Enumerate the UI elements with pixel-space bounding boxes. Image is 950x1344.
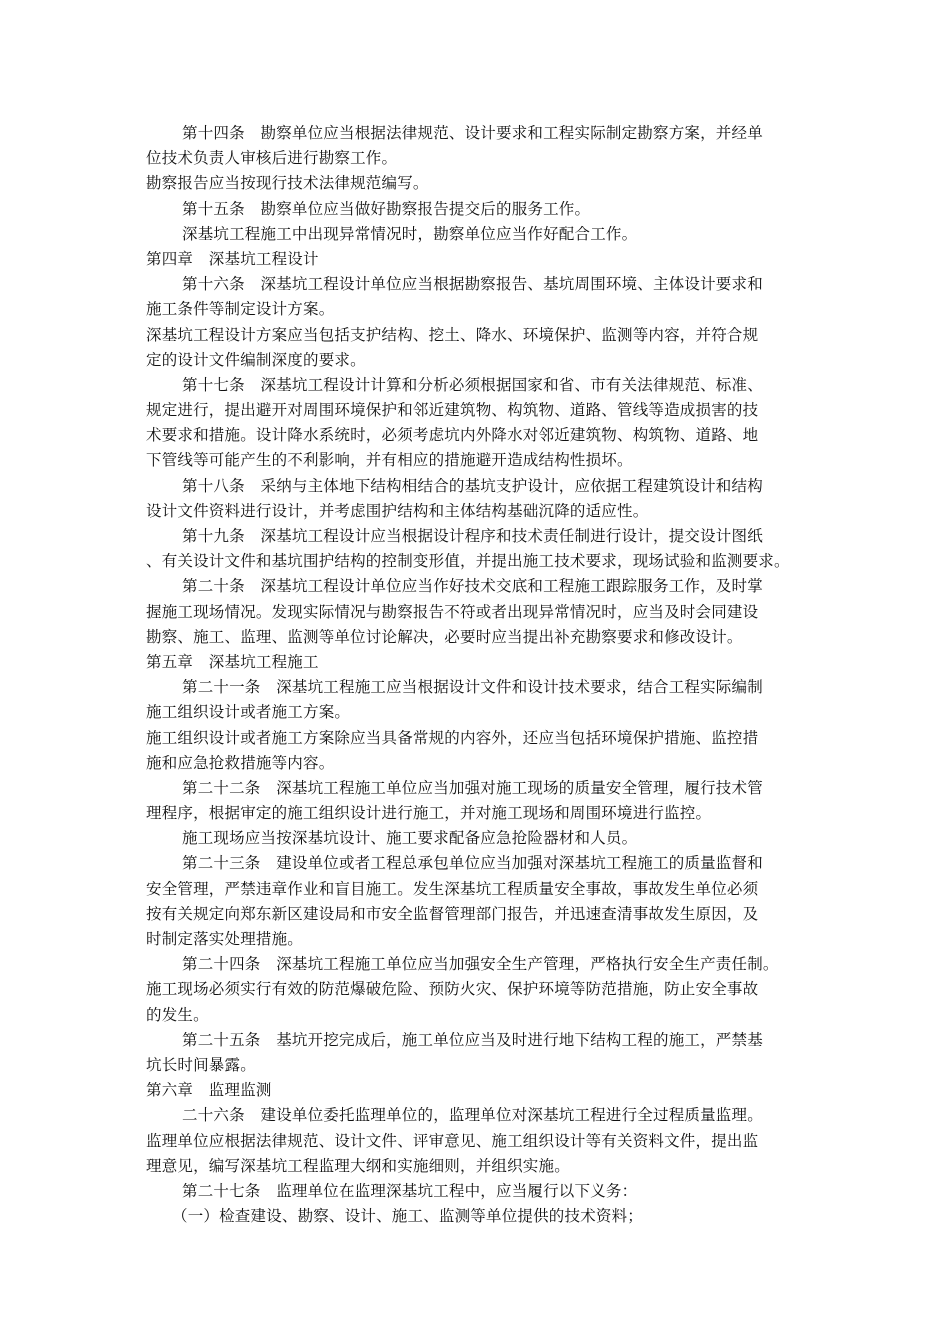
text-line: 理意见，编写深基坑工程监理大纲和实施细则，并组织实施。 — [146, 1156, 570, 1175]
text-line: （一）检查建设、勘察、设计、施工、监测等单位提供的技术资料； — [172, 1207, 644, 1226]
text-line: 理程序，根据审定的施工组织设计进行施工，并对施工现场和周围环境进行监控。 — [146, 804, 712, 823]
text-line: 下管线等可能产生的不利影响，并有相应的措施避开造成结构性损坏。 — [146, 451, 633, 470]
text-line: 第十六条 深基坑工程设计单位应当根据勘察报告、基坑周围环境、主体设计要求和 — [182, 275, 763, 294]
text-line: 坑长时间暴露。 — [146, 1055, 256, 1074]
text-line: 第二十三条 建设单位或者工程总承包单位应当加强对深基坑工程施工的质量监督和 — [182, 854, 763, 873]
text-line: 规定进行，提出避开对周围环境保护和邻近建筑物、构筑物、道路、管线等造成损害的技 — [146, 401, 759, 420]
text-line: 深基坑工程施工中出现异常情况时，勘察单位应当作好配合工作。 — [182, 224, 638, 243]
text-line: 第二十四条 深基坑工程施工单位应当加强安全生产管理，严格执行安全生产责任制。 — [182, 955, 779, 974]
text-line: 第四章 深基坑工程设计 — [146, 249, 319, 268]
text-line: 的发生。 — [146, 1005, 209, 1024]
text-line: 位技术负责人审核后进行勘察工作。 — [146, 149, 398, 168]
text-line: 施和应急抢救措施等内容。 — [146, 753, 335, 772]
text-line: 时制定落实处理措施。 — [146, 930, 304, 948]
text-line: 第二十条 深基坑工程设计单位应当作好技术交底和工程施工跟踪服务工作，及时掌 — [182, 577, 763, 596]
text-line: 勘察报告应当按现行技术法律规范编写。 — [146, 174, 429, 193]
text-line: 监理单位应根据法律规范、设计文件、评审意见、施工组织设计等有关资料文件，提出监 — [146, 1131, 759, 1150]
text-line: 第十四条 勘察单位应当根据法律规范、设计要求和工程实际制定勘察方案，并经单 — [182, 124, 763, 142]
text-line: 第五章 深基坑工程施工 — [146, 652, 319, 671]
text-line: 施工现场应当按深基坑设计、施工要求配备应急抢险器材和人员。 — [182, 829, 638, 848]
text-line: 二十六条 建设单位委托监理单位的，监理单位对深基坑工程进行全过程质量监理。 — [182, 1106, 763, 1125]
text-line: 按有关规定向郑东新区建设局和市安全监督管理部门报告，并迅速查清事故发生原因，及 — [146, 904, 759, 923]
text-line: 第二十七条 监理单位在监理深基坑工程中，应当履行以下义务： — [182, 1181, 638, 1200]
text-line: 定的设计文件编制深度的要求。 — [146, 350, 366, 369]
text-line: 第十七条 深基坑工程设计计算和分析必须根据国家和省、市有关法律规范、标准、 — [182, 375, 763, 394]
text-line: 术要求和措施。设计降水系统时，必须考虑坑内外降水对邻近建筑物、构筑物、道路、地 — [146, 426, 759, 445]
text-line: 施工现场必须实行有效的防范爆破危险、预防火灾、保护环境等防范措施，防止安全事故 — [146, 980, 759, 999]
text-line: 第十五条 勘察单位应当做好勘察报告提交后的服务工作。 — [182, 199, 591, 218]
text-line: 第十八条 采纳与主体地下结构相结合的基坑支护设计，应依据工程建筑设计和结构 — [182, 476, 763, 495]
text-line: 第二十五条 基坑开挖完成后，施工单位应当及时进行地下结构工程的施工，严禁基 — [182, 1030, 763, 1049]
text-line: 深基坑工程设计方案应当包括支护结构、挖土、降水、环境保护、监测等内容，并符合规 — [146, 325, 759, 344]
text-line: 安全管理，严禁违章作业和盲目施工。发生深基坑工程质量安全事故，事故发生单位必须 — [146, 879, 759, 898]
text-line: 第二十二条 深基坑工程施工单位应当加强对施工现场的质量安全管理，履行技术管 — [182, 778, 763, 797]
text-line: 施工组织设计或者施工方案。 — [146, 703, 351, 722]
text-line: 第二十一条 深基坑工程施工应当根据设计文件和设计技术要求，结合工程实际编制 — [182, 678, 763, 697]
text-line: 勘察、施工、监理、监测等单位讨论解决，必要时应当提出补充勘察要求和修改设计。 — [146, 627, 743, 646]
text-line: 设计文件资料进行设计，并考虑围护结构和主体结构基础沉降的适应性。 — [146, 501, 649, 520]
text-line: 握施工现场情况。发现实际情况与勘察报告不符或者出现异常情况时，应当及时会同建设 — [146, 602, 759, 621]
text-line: 施工组织设计或者施工方案除应当具备常规的内容外，还应当包括环境保护措施、监控措 — [146, 728, 759, 747]
text-line: 第十九条 深基坑工程设计应当根据设计程序和技术责任制进行设计，提交设计图纸 — [182, 527, 763, 545]
document-body — [146, 121, 816, 1229]
text-line: 施工条件等制定设计方案。 — [146, 300, 335, 319]
text-line: 、有关设计文件和基坑围护结构的控制变形值，并提出施工技术要求，现场试验和监测要求。 — [146, 552, 790, 571]
text-line: 第六章 监理监测 — [146, 1081, 272, 1100]
